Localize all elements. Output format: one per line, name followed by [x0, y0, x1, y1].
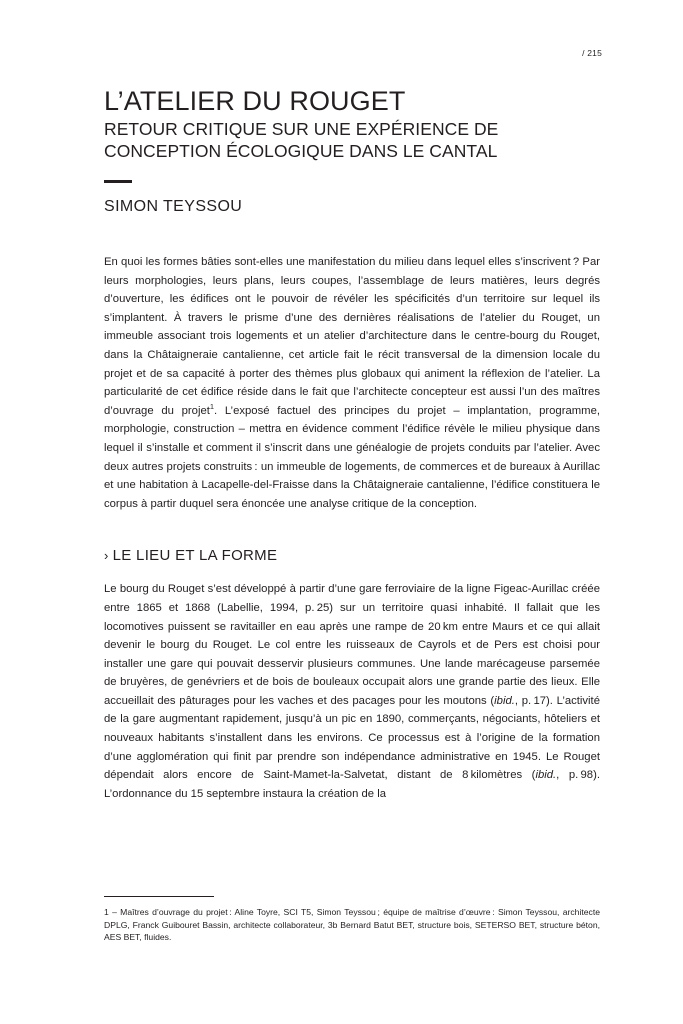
- footnote-divider: [104, 896, 214, 897]
- section-heading: [104, 547, 600, 564]
- article-content: [104, 86, 600, 803]
- title-divider: [104, 180, 132, 183]
- page-subtitle: RETOUR CRITIQUE SUR UNE EXPÉRIENCE DE CONCEPTION ÉCOLOGIQUE DANS LE CANTAL: [104, 119, 499, 161]
- chevron-right-icon: ›: [104, 548, 109, 564]
- body-citation-ibid-1: ibid.: [494, 694, 515, 707]
- body-text-segment-1: Le bourg du Rouget s’est développé à partir d’une gare ferroviaire de la ligne Figeac-Aurillac créée entre 1865 et 1868 (Labellie, 1994, p. 25) sur un territoire quasi inhabité. Il fallait que les locomotives puissent se ravitailler en eau après une rampe de 20 km entre Maurs et ce qui allait devenir le bourg du Rouget. Le col entre les ruisseaux de Cayrols et de Pers est choisi pour installer une gare qui pouvait desservir plusieurs communes. Une lande marécageuse parsemée de bruyères, de genévriers et de bois de bouleaux occupait alors une grande partie des lieux. Elle accueillait des pâturages pour les vaches et des pacages pour les moutons (: [104, 583, 600, 707]
- abstract-text-part-1: En quoi les formes bâties sont-elles une manifestation du milieu dans lequel elles s’inscrivent ? Par leurs morphologies, leurs plans, leurs coupes, l’assemblage de leurs matières, leurs degrés d’ouverture, les édifices ont le pouvoir de révéler les spécificités d’un territoire sur lequel ils s’implantent. À travers le prisme d’une des dernières réalisations de l’atelier du Rouget, un immeuble associant trois logements et un atelier d’architecture dans le centre-bourg du Rouget, dans la Châtaigneraie cantalienne, cet article fait le récit transversal de la dimension locale du projet et de sa capacité à porter des thèmes plus globaux qui animent la réflexion de l’atelier. La particularité de cet édifice réside dans le fait que l’architecte concepteur est aussi l’un des maîtres d’ouvrage du projet: [104, 256, 600, 417]
- body-paragraph: [104, 580, 600, 803]
- page-title: L’ATELIER DU ROUGET: [104, 86, 406, 116]
- footnote-area: [104, 896, 600, 944]
- abstract-paragraph: [104, 253, 600, 513]
- author-name: SIMON TEYSSOU: [104, 198, 243, 215]
- abstract-text-part-2: . L’exposé factuel des principes du projet – implantation, programme, morphologie, construction – mettra en évidence comment l’édifice révèle le milieu physique dans lequel il s’installe et comment il s’inscrit dans une généalogie de projets conduits par l’atelier. Avec deux autres projets construits : un immeuble de logements, de commerces et de bureaux à Aurillac et une habitation à Lacapelle-del-Fraisse dans la Châtaigneraie cantalienne, l’édifice constituera le corpus à partir duquel sera énoncée une analyse critique de la conception.: [104, 404, 600, 510]
- body-text-segment-2: , p. 17). L’activité de la gare augmentant rapidement, jusqu’à un pic en 1890, commerçants, négociants, hôteliers et nouveaux habitants s’installent dans les environs. Ce processus est à l’origine de la formation d’une agglomération qui finit par prendre son indépendance administrative en 1945. Le Rouget dépendait alors encore de Saint-Mamet-la-Salvetat, distant de 8 kilomètres (: [104, 694, 600, 782]
- page-folio: / 215: [582, 48, 602, 58]
- footnote-text: 1 – Maîtres d’ouvrage du projet : Aline Toyre, SCI T5, Simon Teyssou ; équipe de maîtrise d’œuvre : Simon Teyssou, architecte DPLG, Franck Guibouret Bassin, architecte collaborateur, 3b Bernard Batut BET, structure bois, SETERSO BET, structure béton, AES BET, fluides.: [104, 907, 600, 943]
- body-citation-ibid-2: ibid.: [535, 769, 557, 782]
- body-text-segment-3: , p. 98). L’ordonnance du 15 septembre instaura la création de la: [104, 769, 600, 800]
- section-heading-label: LE LIEU ET LA FORME: [112, 547, 278, 565]
- footnote-marker: 1: [209, 401, 215, 411]
